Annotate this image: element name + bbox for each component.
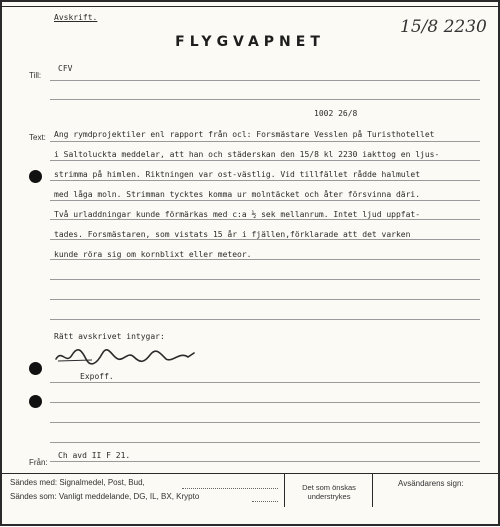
avskrift-label: Avskrift.: [54, 13, 98, 22]
fran-line: [50, 461, 480, 462]
underline-note: Det som önskas understrykes: [302, 483, 356, 501]
handwritten-signature: [52, 345, 202, 374]
footer-divider: [2, 473, 498, 474]
body-line: med låga moln. Strimman tycktes komma ur molntäcket och åter försvinna däri.: [54, 190, 421, 199]
text-line: [50, 279, 480, 280]
punch-hole: [29, 362, 42, 375]
till-label: Till:: [29, 71, 42, 80]
till-line-1: [50, 80, 480, 81]
recipient-value: CFV: [58, 64, 73, 73]
text-line: [50, 180, 480, 181]
sender-value: Ch avd II F 21.: [58, 451, 131, 460]
body-line: Ang rymdprojektiler enl rapport från ocl: Forsmästare Vesslen på Turisthotellet: [54, 130, 435, 139]
body-line: kunde röra sig om kornblixt eller meteor.: [54, 250, 252, 259]
sandes-med-line: [182, 488, 278, 489]
sandes-med-text: Sändes med: Signalmedel, Post, Bud,: [10, 478, 145, 487]
text-line: [50, 259, 480, 260]
sender-sign-label: Avsändarens sign:: [398, 479, 464, 488]
footer-separator: [372, 473, 373, 507]
sandes-som-text: Sändes som: Vanligt meddelande, DG, IL, BX, Krypto: [10, 492, 200, 501]
text-line: [50, 200, 480, 201]
body-line: strimma på himlen. Riktningen var ost-västlig. Vid tillfället rådde halmulet: [54, 170, 421, 179]
handwritten-note: 15/8 2230: [400, 17, 487, 37]
signature-name: Expoff.: [80, 372, 114, 381]
body-line: i Saltoluckta meddelar, att han och städerskan den 15/8 kl 2230 iakttog en ljus-: [54, 150, 440, 159]
text-label: Text:: [29, 133, 46, 142]
body-line: tades. Forsmästaren, som vistats 15 år i fjällen,förklarade att det varken: [54, 230, 411, 239]
top-border: [2, 6, 498, 7]
punch-hole: [29, 395, 42, 408]
form-title: FLYGVAPNET: [175, 34, 325, 50]
footer-separator: [284, 473, 285, 507]
text-line: [50, 422, 480, 423]
text-line: [50, 219, 480, 220]
body-line: Två urladdningar kunde förmärkas med c:a ½ sek mellanrum. Intet ljud uppfat-: [54, 210, 421, 219]
fran-label: Från:: [29, 458, 48, 467]
text-line: [50, 442, 480, 443]
text-line: [50, 141, 480, 142]
text-line: [50, 402, 480, 403]
attestation-text: Rätt avskrivet intygar:: [54, 332, 165, 341]
text-line: [50, 299, 480, 300]
text-line: [50, 160, 480, 161]
reference-number: 1002 26/8: [314, 109, 358, 118]
text-line: [50, 382, 480, 383]
punch-hole: [29, 170, 42, 183]
text-line: [50, 319, 480, 320]
till-line-2: [50, 99, 480, 100]
text-line: [50, 239, 480, 240]
sandes-som-line: [252, 501, 278, 502]
